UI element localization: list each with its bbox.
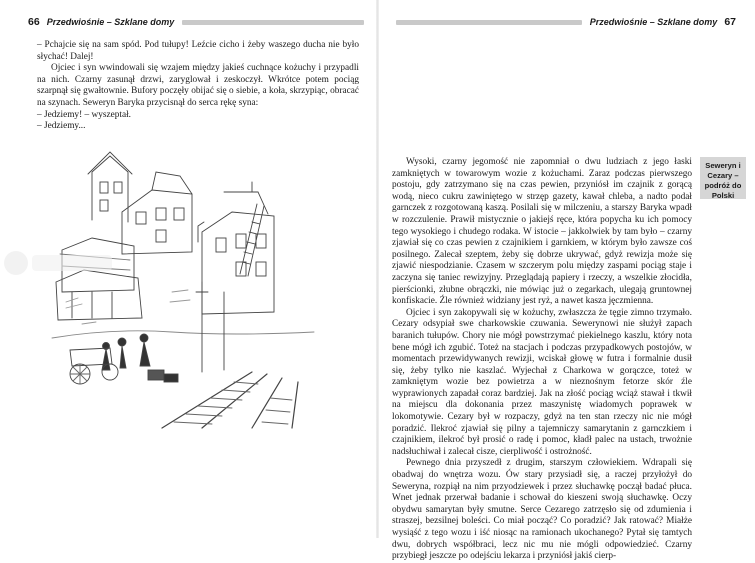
station-sketch-illustration: [52, 142, 314, 428]
paragraph: Ojciec i syn wwindowali się wzajem między jakieś cuchnące kożuchy i przypadli na nich. Czarny zasunął drzwi, zaryglował i zeskoczył. Wkrótce potem pociąg szarpnął się gwałtownie. Bufory poczęły obijać się o siebie, a koła, skrzypiąc, obracać na szynach. Seweryn Baryka przycisnął do serca rękę syna:: [37, 63, 359, 108]
header-rule: [396, 20, 582, 25]
right-page-text: [392, 157, 692, 563]
header-rule: [182, 20, 364, 25]
page-number: 66: [28, 16, 40, 28]
paragraph: – Pchajcie się na sam spód. Pod tułupy! Leźcie cicho i żeby waszego ducha nie było słychać! Dalej!: [37, 40, 359, 62]
right-page: [378, 0, 755, 562]
running-title: Przedwiośnie – Szklane domy: [589, 17, 718, 27]
left-page-header: [28, 14, 364, 30]
dialogue-line: – Jedziemy! – wyszeptał.: [37, 109, 131, 120]
paragraph: Ojciec i syn zakopywali się w kożuchy, zwłaszcza że tęgie zimno trzymało. Cezary odsypiał swe charkowskie czuwania. Sewerynowi nie służył zapach baranich tułupów. Chory nie mógł powstrzymać piekielnego kaszlu, który nota bene mógł ich zgubić. Toteż na stacjach i podczas przypadkowych postojów, w momentach przewidywanych rewizji, wciskał głowę w futra i formalnie dusił się, żeby tylko nie kaszlać. Wyjechał z Charkowa w gorączce, toteż w zamkniętym wozie bez powietrza a w nieznośnym fetorze skór źle wyprawionych zapadał coraz bardziej. Jak na złość pociąg wciąż stawał i tkwił na miejscu dla dokonania przez maszynistę wiadomych poprawek w lokomotywie. Cezary był w rozpaczy, gdyż na ten stan rzeczy nic nie mógł poradzić. Ilekroć zjawiał się pilny a tajemniczy samarytanin z garnczkiem i czajnikiem, ilekroć był prosić o radę i pomoc, kładł palec na ustach, trwożnie nadsłuchiwał i zalecał cisze, cierpliwość i ostrożność.: [392, 307, 692, 457]
left-page-text: [37, 40, 359, 133]
right-page-header: [396, 14, 736, 30]
page-number: 67: [724, 16, 736, 28]
dialogue-line: – Jedziemy...: [37, 121, 86, 132]
margin-note: Seweryn i Cezary – podróż do Polski: [700, 157, 746, 199]
paragraph: Pewnego dnia przyszedł z drugim, starszym człowiekiem. Wdrapali się obadwaj do wnętrza wozu. Ów stary przysiadł się, a raczej przyłożył do Seweryna, rozpiął na nim przyodziewek i przez słuchawkę począł badać płuca. Wnet jednak przerwał badanie i schował do kieszeni swoją słuchawkę. Oczy obydwu samarytan były smutne. Serce Cezarego zatrzęsło się od zdumienia i straszej, bezsilnej boleści. Co miał począć? Co poradzić? Jak ratować? Miałże wysiąść z tego wozu i iść niosąc na ramionach ukochanego? Pytał się tamtych dwu, dobrych współbraci, lecz nic mu nie mógli odpowiedzieć. Czarny przybiegł jeszcze po odejściu lekarza i przyniósł jakiś cierp-: [392, 458, 692, 562]
paragraph: Wysoki, czarny jegomość nie zapomniał o dwu ludziach z jego łaski zamkniętych w towarowym wozie z kożuchami. Zaraz podczas pierwszego postoju, gdy zatrzymano się na czas pewien, przyniósł im czajnik z gorącą wodą, nieco cukru zawiniętego w strzęp gazety, kawał chleba, a nadto podał garnczek z rozgotowaną kaszą. Posilali się w milczeniu, a starszy Baryka wpadł w rozczulenie. Prawił mistycznie o jakiejś ręce, która popycha ku ich pomocy tego wysokiego i chudego rodaka. W istocie – jakkolwiek by tam było – czarny zjawiał się co czas pewien z czajnikiem i garnkiem, w którym było zawsze coś posilnego. Zalecał szeptem, żeby się dobrze ukrywać, gdyż rewizja może się zjawić niespodzianie. Czasem w szczerym polu między zaspami pociąg staje i zaczyna się taniec rewizyjny. Przeglądają papiery i rzeczy, a wszelkie złocidła, pierścionki, złubne obrączki, nie mówiąc już o zegarkach, ulegają gruntownej konfiskacie. Źle również widziany jest ryż, a nawet kasza jęczmienna.: [392, 157, 692, 307]
running-title: Przedwiośnie – Szklane domy: [46, 17, 175, 27]
watermark-logo-icon: [0, 245, 118, 281]
